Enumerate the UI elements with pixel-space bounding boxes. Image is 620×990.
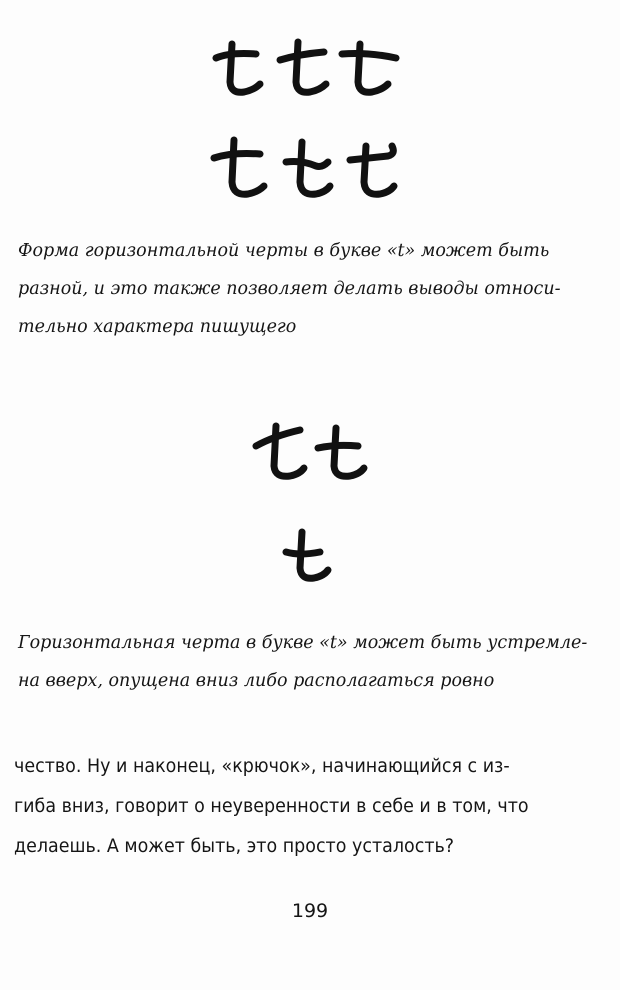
caption-line: на вверх, опущена вниз либо располагаться ровно [18,671,495,691]
handwritten-t-sample [210,38,410,100]
figure-caption [18,624,598,700]
handwriting-specimen-row [0,136,620,202]
body-line: гиба вниз, говорит о неуверенности в себе и в том, что [14,795,529,817]
figure-caption [18,232,598,346]
caption-line: тельно характера пишущего [18,317,297,337]
body-line: чество. Ну и наконец, «крючок», начинающийся с из- [14,755,510,777]
handwriting-specimen-row [0,38,620,100]
body-line: делаешь. А может быть, это просто усталость? [14,835,455,857]
handwritten-t-sample [250,420,370,484]
body-paragraph [14,746,557,866]
caption-line: Форма горизонтальной черты в букве «t» может быть [18,241,550,261]
handwritten-t-sample [210,136,410,202]
handwriting-specimen-row [0,420,620,484]
caption-line: Горизонтальная черта в букве «t» может быть устремле- [18,633,588,653]
page-number: 199 [291,900,329,922]
handwritten-t-sample [280,528,340,584]
caption-line: разной, и это также позволяет делать выводы относи- [18,279,561,299]
handwriting-specimen-row [0,528,620,584]
